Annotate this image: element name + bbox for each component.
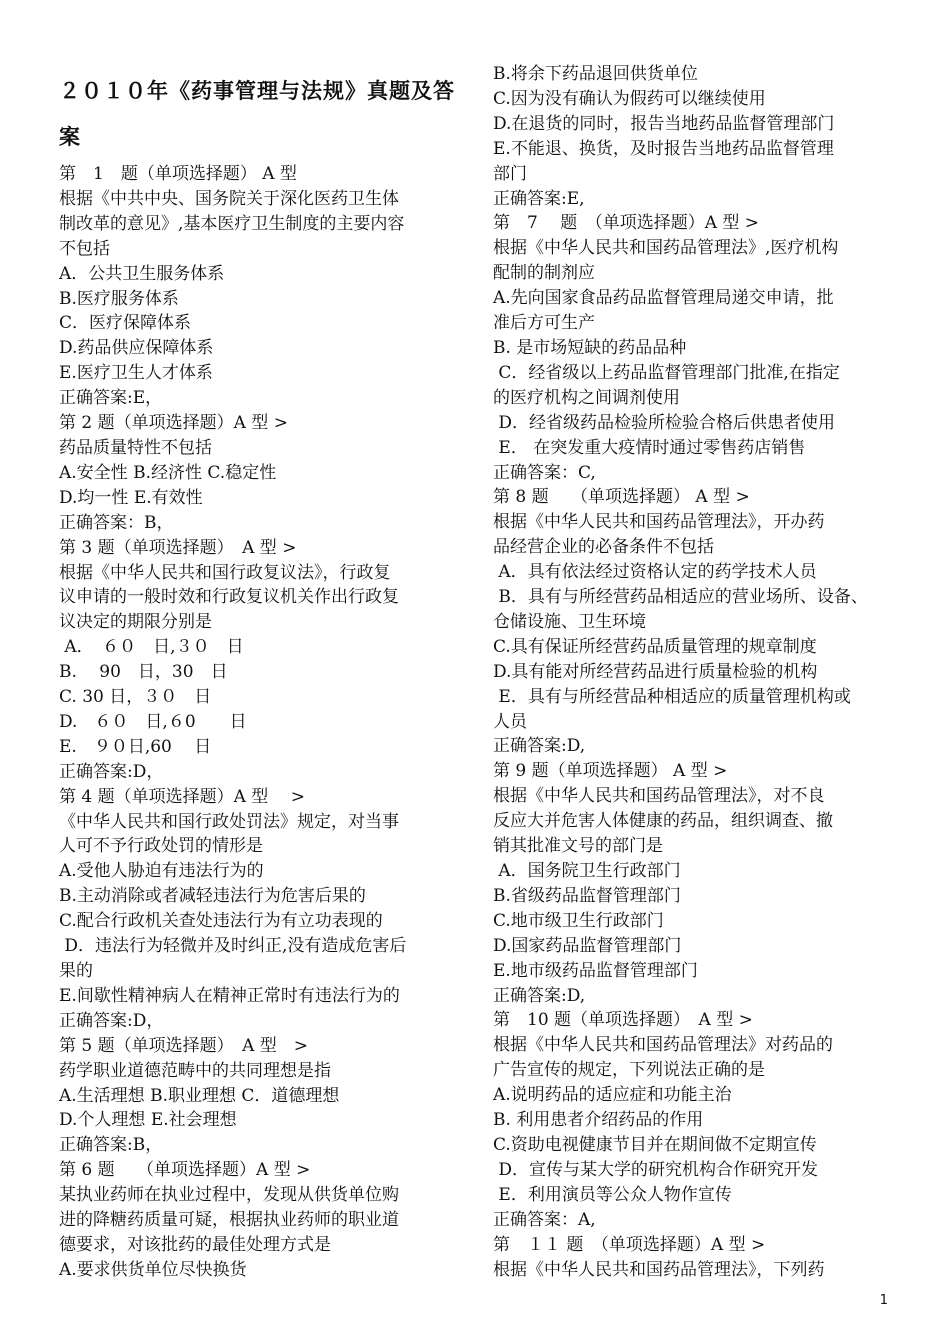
text-line: 议申请的一般时效和行政复议机关作出行政复 [59, 587, 399, 608]
text-line: 第 1 题（单项选择题） A 型 [59, 164, 297, 184]
text-line: A．公共卫生服务体系 [59, 263, 225, 284]
text-line: 《中华人民共和国行政处罚法》规定，对当事 [59, 811, 399, 832]
text-line: B. 利用患者介绍药品的作用 [493, 1110, 704, 1131]
text-line: C.地市级卫生行政部门 [493, 910, 664, 931]
text-line: E.地市级药品监督管理部门 [493, 960, 698, 981]
text-line: 广告宣传的规定，下列说法正确的是 [493, 1060, 765, 1081]
text-line: E.不能退、换货，及时报告当地药品监督管理 [493, 138, 834, 159]
page-number: 1 [879, 1293, 888, 1308]
text-line: 准后方可生产 [493, 313, 595, 334]
text-line: 进的降糖药质量可疑，根据执业药师的职业道 [59, 1210, 399, 1231]
top-spacer [493, 0, 903, 62]
text-line: 配制的制剂应 [493, 263, 595, 284]
text-line: C．医疗保障体系 [59, 313, 192, 334]
text-line: 第 4 题（单项选择题）A 型 > [59, 786, 305, 807]
text-line: E． 在突发重大疫情时通过零售药店销售 [493, 437, 806, 458]
right-column [493, 0, 903, 1282]
text-line: A.生活理想 B.职业理想 C．道德理想 [59, 1085, 340, 1106]
text-line: E.间歇性精神病人在精神正常时有违法行为的 [59, 985, 400, 1006]
text-line: 第 8 题 （单项选择题） A 型 > [493, 487, 750, 508]
text-line: 药品质量特性不包括 [59, 437, 212, 458]
right-text-block [493, 62, 903, 1282]
text-line: E.医疗卫生人才体系 [59, 363, 213, 384]
text-line: 第 5 题（单项选择题） A 型 > [59, 1035, 309, 1056]
text-line: C.资助电视健康节目并在期间做不定期宣传 [493, 1134, 817, 1155]
text-line: 正确答案:D, [493, 985, 586, 1006]
text-line: A.受他人胁迫有违法行为的 [59, 861, 264, 882]
text-line: B.主动消除或者减轻违法行为危害后果的 [59, 886, 366, 907]
text-line: 正确答案：C, [493, 462, 596, 483]
text-line: E. ９０日,60 日 [59, 736, 212, 757]
text-line: 果的 [59, 961, 93, 981]
text-line: 的医疗机构之间调剂使用 [493, 387, 680, 408]
text-line: A.要求供货单位尽快换货 [59, 1259, 247, 1280]
left-text-block [59, 162, 469, 1283]
text-line: 根据《中华人民共和国行政复议法》，行政复 [59, 562, 391, 583]
text-line: 第 9 题（单项选择题） A 型 > [493, 761, 728, 782]
text-line: D.在退货的同时，报告当地药品监督管理部门 [493, 113, 835, 134]
text-line: E．具有与所经营品种相适应的质量管理机构或 [493, 686, 851, 707]
text-line: 第 2 题（单项选择题）A 型 > [59, 413, 288, 434]
text-line: 根据《中共中央、国务院关于深化医药卫生体 [59, 188, 399, 209]
text-line: B. 是市场短缺的药品品种 [493, 337, 687, 358]
text-line: 不包括 [59, 238, 110, 259]
text-line: 正确答案:E， [59, 388, 163, 409]
text-line: B.医疗服务体系 [59, 288, 179, 309]
text-line: D．经省级药品检验所检验合格后供患者使用 [493, 412, 836, 433]
text-line: C．经省级以上药品监督管理部门批准,在指定 [493, 362, 840, 383]
text-line: 某执业药师在执业过程中，发现从供货单位购 [59, 1185, 399, 1206]
text-line: D．宣传与某大学的研究机构合作研究开发 [493, 1159, 819, 1180]
text-line: A.先向国家食品药品监督管理局递交申请，批 [493, 288, 834, 309]
text-line: A．国务院卫生行政部门 [493, 861, 681, 881]
text-line: 正确答案:D， [59, 1010, 164, 1031]
text-line: 制改革的意见》,基本医疗卫生制度的主要内容 [59, 213, 405, 234]
text-line: 正确答案:B， [59, 1135, 163, 1156]
text-line: C. 30 日，３０ 日 [59, 687, 212, 708]
text-line: 正确答案:D, [493, 736, 586, 757]
text-line: D.具有能对所经营药品进行质量检验的机构 [493, 661, 818, 682]
text-line: 根据《中华人民共和国药品管理法》，开办药 [493, 512, 825, 533]
text-line: 正确答案：A, [493, 1209, 596, 1230]
document-title: ２０１０年《药事管理与法规》真题及答案 [59, 79, 455, 149]
text-line: 正确答案：B， [59, 512, 174, 533]
text-line: 仓储设施、卫生环境 [493, 611, 646, 632]
text-line: D.国家药品监督管理部门 [493, 935, 682, 956]
text-line: 根据《中华人民共和国药品管理法》对药品的 [493, 1035, 833, 1056]
text-line: 人可不予行政处罚的情形是 [59, 836, 263, 857]
text-line: C.因为没有确认为假药可以继续使用 [493, 88, 766, 109]
left-column [59, 0, 469, 1283]
text-line: 药学职业道德范畴中的共同理想是指 [59, 1060, 331, 1081]
text-line: A．具有依法经过资格认定的药学技术人员 [493, 562, 817, 583]
text-line: 根据《中华人民共和国药品管理法》，下列药 [493, 1259, 825, 1280]
text-line: 正确答案:D， [59, 761, 164, 782]
text-line: D.均一性 E.有效性 [59, 487, 203, 508]
text-line: A.说明药品的适应症和功能主治 [493, 1085, 732, 1106]
text-line: 议决定的期限分别是 [59, 612, 212, 633]
text-line: D. ６０ 日,６0 日 [59, 711, 247, 732]
text-line: 根据《中华人民共和国药品管理法》,医疗机构 [493, 238, 839, 259]
text-line: 第 １１ 题 （单项选择题）A 型 > [493, 1234, 766, 1255]
text-line: 根据《中华人民共和国药品管理法》，对不良 [493, 786, 825, 807]
text-line: 部门 [493, 163, 527, 184]
text-line: A.安全性 B.经济性 C.稳定性 [59, 462, 277, 483]
text-line: D.药品供应保障体系 [59, 338, 214, 359]
text-line: B.省级药品监督管理部门 [493, 885, 681, 906]
text-line: 反应大并危害人体健康的药品，组织调查、撤 [493, 811, 833, 832]
text-line: C.配合行政机关查处违法行为有立功表现的 [59, 911, 383, 932]
text-line: 第 10 题（单项选择题） A 型 > [493, 1010, 753, 1031]
top-spacer [59, 0, 469, 68]
text-line: 品经营企业的必备条件不包括 [493, 537, 714, 558]
text-line: 德要求，对该批药的最佳处理方式是 [59, 1234, 331, 1255]
text-line: 销其批准文号的部门是 [493, 836, 663, 857]
text-line: 第 3 题（单项选择题） A 型 > [59, 537, 297, 558]
text-line: 人员 [493, 711, 527, 732]
text-line: A． ６０ 日,３０ 日 [59, 637, 244, 658]
text-line: D.个人理想 E.社会理想 [59, 1110, 237, 1131]
text-line: B.将余下药品退回供货单位 [493, 64, 698, 84]
text-line: D．违法行为轻微并及时纠正,没有造成危害后 [59, 936, 407, 957]
text-line: C.具有保证所经营药品质量管理的规章制度 [493, 636, 817, 657]
text-line: B. 90 日，30 日 [59, 662, 228, 683]
text-line: 第 6 题 （单项选择题）A 型 > [59, 1160, 311, 1181]
text-line: 第 7 题 （单项选择题）A 型 > [493, 213, 760, 234]
text-line: B．具有与所经营药品相适应的营业场所、设备、 [493, 587, 868, 608]
text-line: E．利用演员等公众人物作宣传 [493, 1184, 732, 1205]
text-line: 正确答案:E, [493, 188, 585, 209]
